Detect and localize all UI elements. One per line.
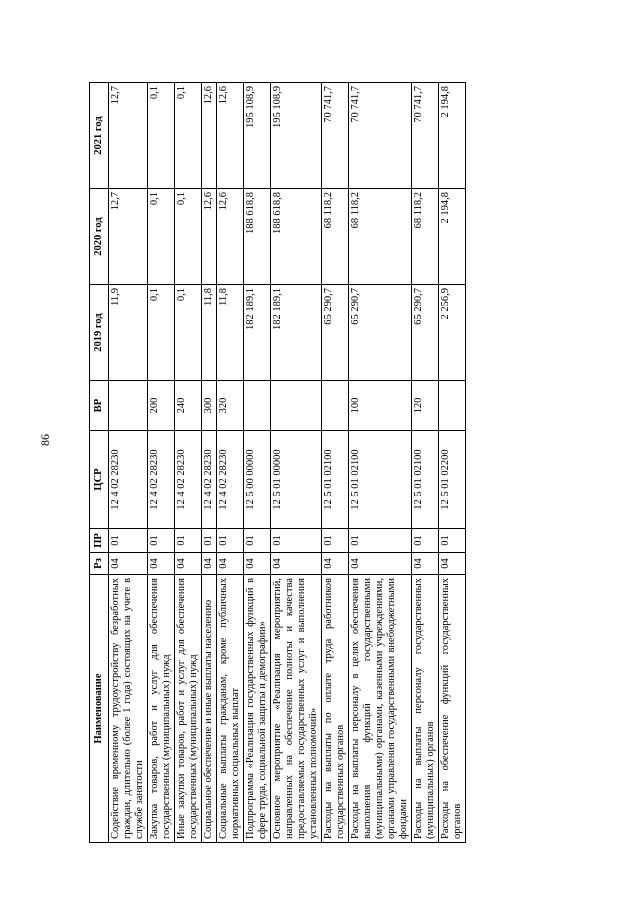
cell-csr: 12 5 01 02200 — [439, 431, 466, 529]
cell-vr — [322, 381, 349, 431]
cell-2021: 2 194,8 — [439, 83, 466, 189]
table-row — [109, 83, 148, 843]
cell-2020: 12,7 — [109, 189, 148, 285]
cell-name: Подпрограмма «Реализация государственных функций в сфере труда, социальной защиты и демографии» — [244, 575, 271, 843]
cell-2021: 0,1 — [175, 83, 202, 189]
cell-2019: 182 189,1 — [271, 285, 322, 381]
cell-rz: 04 — [349, 553, 412, 575]
table-row — [244, 83, 271, 843]
cell-name: Расходы на выплаты персоналу в целях обеспечения выполнения функций государственными (муниципальными) органами, казенными учреждениями, органами управления государственными внебюджетными фондами — [349, 575, 412, 843]
cell-pr: 01 — [217, 529, 244, 553]
cell-2019: 2 256,9 — [439, 285, 466, 381]
cell-2019: 11,8 — [217, 285, 244, 381]
cell-2019: 0,1 — [175, 285, 202, 381]
cell-2021: 12,7 — [109, 83, 148, 189]
cell-2020: 68 118,2 — [322, 189, 349, 285]
table-row — [202, 83, 217, 843]
cell-2020: 68 118,2 — [412, 189, 439, 285]
cell-csr: 12 4 02 28230 — [148, 431, 175, 529]
cell-pr: 01 — [109, 529, 148, 553]
cell-rz: 04 — [412, 553, 439, 575]
cell-pr: 01 — [271, 529, 322, 553]
cell-pr: 01 — [349, 529, 412, 553]
rotated-table-container — [89, 83, 505, 843]
cell-2020: 188 618,8 — [244, 189, 271, 285]
cell-pr: 01 — [244, 529, 271, 553]
cell-name: Расходы на обеспечение функций государственных органов — [439, 575, 466, 843]
cell-csr: 12 4 02 28230 — [217, 431, 244, 529]
cell-2020: 2 194,8 — [439, 189, 466, 285]
table-row — [217, 83, 244, 843]
cell-2021: 195 108,9 — [271, 83, 322, 189]
table-row — [412, 83, 439, 843]
table-header-row — [90, 83, 109, 843]
cell-name: Расходы на выплаты по оплате труда работников государственных органов — [322, 575, 349, 843]
cell-2019: 0,1 — [148, 285, 175, 381]
cell-csr: 12 5 01 02100 — [349, 431, 412, 529]
header-rz: Рз — [90, 553, 109, 575]
cell-rz: 04 — [109, 553, 148, 575]
cell-vr — [109, 381, 148, 431]
cell-2019: 65 290,7 — [412, 285, 439, 381]
cell-rz: 04 — [439, 553, 466, 575]
table-row — [148, 83, 175, 843]
cell-csr: 12 5 00 00000 — [244, 431, 271, 529]
cell-vr: 200 — [148, 381, 175, 431]
header-pr: ПР — [90, 529, 109, 553]
cell-pr: 01 — [412, 529, 439, 553]
cell-2021: 70 741,7 — [322, 83, 349, 189]
cell-csr: 12 5 01 00000 — [271, 431, 322, 529]
cell-2020: 0,1 — [175, 189, 202, 285]
table-row — [439, 83, 466, 843]
cell-vr — [271, 381, 322, 431]
cell-2020: 12,6 — [202, 189, 217, 285]
cell-csr: 12 5 01 02100 — [322, 431, 349, 529]
table-row — [175, 83, 202, 843]
cell-pr: 01 — [148, 529, 175, 553]
header-2019: 2019 год — [90, 285, 109, 381]
cell-2020: 188 618,8 — [271, 189, 322, 285]
cell-name: Основное мероприятие «Реализация мероприятий, направленных на обеспечение полноты и качества предоставляемых государственных услуг и выполнения установленных полномочий» — [271, 575, 322, 843]
cell-vr: 100 — [349, 381, 412, 431]
cell-2021: 12,6 — [202, 83, 217, 189]
cell-name: Содействие временному трудоустройству безработных граждан, длительно (более 1 года) состоящих на учете в службе занятости — [109, 575, 148, 843]
cell-rz: 04 — [148, 553, 175, 575]
cell-name: Расходы на выплаты персоналу государственных (муниципальных) органов — [412, 575, 439, 843]
cell-name: Социальное обеспечение и иные выплаты населению — [202, 575, 217, 843]
cell-vr: 300 — [202, 381, 217, 431]
cell-pr: 01 — [322, 529, 349, 553]
header-name: Наименование — [90, 575, 109, 843]
cell-2021: 195 108,9 — [244, 83, 271, 189]
cell-vr: 120 — [412, 381, 439, 431]
cell-csr: 12 4 02 28230 — [175, 431, 202, 529]
cell-2020: 12,6 — [217, 189, 244, 285]
header-2020: 2020 год — [90, 189, 109, 285]
cell-vr — [439, 381, 466, 431]
cell-rz: 04 — [244, 553, 271, 575]
cell-csr: 12 5 01 02100 — [412, 431, 439, 529]
header-vr: ВР — [90, 381, 109, 431]
cell-2021: 70 741,7 — [412, 83, 439, 189]
cell-rz: 04 — [175, 553, 202, 575]
cell-2020: 0,1 — [148, 189, 175, 285]
table-row — [322, 83, 349, 843]
page-number: 86 — [38, 434, 52, 446]
cell-2020: 68 118,2 — [349, 189, 412, 285]
cell-rz: 04 — [202, 553, 217, 575]
cell-name: Иные закупки товаров, работ и услуг для обеспечения государственных (муниципальных) нужд — [175, 575, 202, 843]
cell-2019: 65 290,7 — [349, 285, 412, 381]
cell-vr: 240 — [175, 381, 202, 431]
table-body — [109, 83, 466, 843]
cell-2021: 0,1 — [148, 83, 175, 189]
cell-rz: 04 — [322, 553, 349, 575]
cell-name: Закупка товаров, работ и услуг для обеспечения государственных (муниципальных) нужд — [148, 575, 175, 843]
cell-pr: 01 — [202, 529, 217, 553]
cell-rz: 04 — [217, 553, 244, 575]
cell-pr: 01 — [175, 529, 202, 553]
cell-vr — [244, 381, 271, 431]
header-csr: ЦСР — [90, 431, 109, 529]
cell-2019: 11,8 — [202, 285, 217, 381]
cell-rz: 04 — [271, 553, 322, 575]
cell-2019: 65 290,7 — [322, 285, 349, 381]
cell-csr: 12 4 02 28230 — [109, 431, 148, 529]
table-row — [271, 83, 322, 843]
cell-vr: 320 — [217, 381, 244, 431]
cell-2019: 182 189,1 — [244, 285, 271, 381]
cell-csr: 12 4 02 28230 — [202, 431, 217, 529]
cell-pr: 01 — [439, 529, 466, 553]
table-row — [349, 83, 412, 843]
cell-2021: 70 741,7 — [349, 83, 412, 189]
budget-table — [89, 82, 466, 843]
cell-2021: 12,6 — [217, 83, 244, 189]
cell-2019: 11,9 — [109, 285, 148, 381]
header-2021: 2021 год — [90, 83, 109, 189]
cell-name: Социальные выплаты гражданам, кроме публичных нормативных социальных выплат — [217, 575, 244, 843]
